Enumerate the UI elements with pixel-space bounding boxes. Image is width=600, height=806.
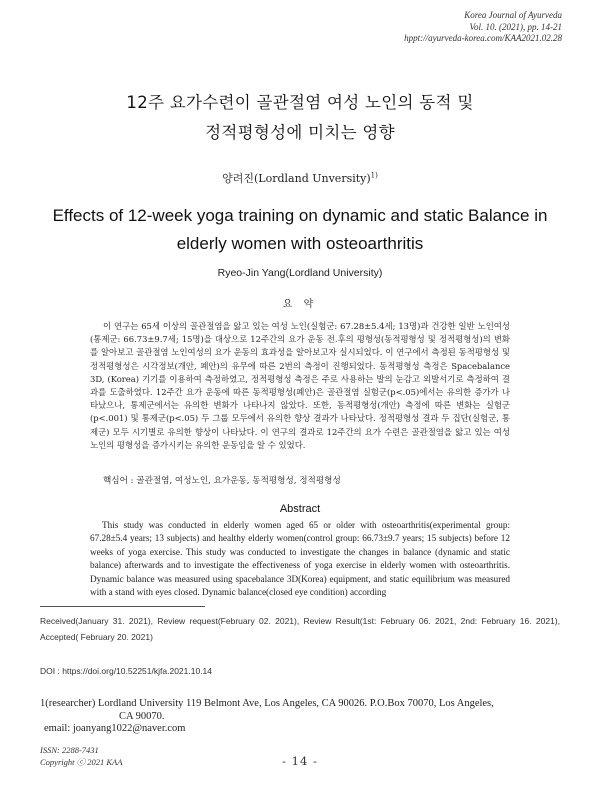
author-email[interactable]: email: joanyang1022@naver.com xyxy=(44,723,186,734)
journal-name: Korea Journal of Ayurveda xyxy=(464,10,562,20)
affiliation-line-1: 1(researcher) Lordland University 119 Belmont Ave, Los Angeles, CA 90026. P.O.Box 70070, Los Angeles, xyxy=(40,698,494,709)
journal-volume: Vol. 10. (2021), pp. 14-21 xyxy=(469,21,562,32)
author-affiliation xyxy=(40,697,565,723)
received-dates: Received(January 31. 2021), Review request(February 02. 2021), Review Result(1st: February 06. 2021, 2nd: February 16. 2021), Accepted( February 20. 2021) xyxy=(40,616,560,642)
issn: ISSN: 2288-7431 xyxy=(40,745,99,755)
journal-url[interactable]: hppt://ayurveda-korea.com/KAA2021.02.28 xyxy=(404,33,562,43)
page-number: - 14 - xyxy=(282,754,318,768)
doi-link[interactable]: DOI : https://doi.org/10.52251/kjfa.2021.10.14 xyxy=(40,666,213,676)
affiliation-line-2: CA 90070. xyxy=(119,711,165,722)
korean-title-line-1: 12주 요가수련이 골관절염 여성 노인의 동적 및 xyxy=(126,93,474,112)
english-abstract-heading: Abstract xyxy=(279,503,321,515)
journal-header xyxy=(262,10,562,45)
author-footnote-marker: 1) xyxy=(370,171,378,180)
english-title xyxy=(50,202,550,258)
korean-author xyxy=(0,170,600,186)
korean-keywords: 핵심어 : 골관절염, 여성노인, 요가운동, 동적평형성, 정적평형성 xyxy=(103,476,341,486)
korean-abstract xyxy=(90,320,510,452)
english-abstract: This study was conducted in elderly women aged 65 or older with osteoarthritis(experimental group: 67.28±5.4 years; 13 subjects) and healthy elderly women(control group: 66.73±9.7 years; 15 subjects) before 12 weeks of yoga exercise. This study was conducted to investigate the changes in balance (dynamic and static balance) afterwards and to investigate the effectiveness of yoga exercise in elderly women with osteoarthritis. Dynamic balance was measured using spacebalance 3D(Korea) equipment, and static equilibrium was measured with a stand with eyes closed. Dynamic balance(closed eye condition) according xyxy=(90,520,510,598)
copyright: Copyright ⓒ 2021 KAA xyxy=(40,757,123,767)
english-title-line-2: elderly women with osteoarthritis xyxy=(176,234,424,253)
korean-title xyxy=(40,88,560,148)
korean-abstract-part-1: 이 연구는 65세 이상의 골관절염을 앓고 있는 여성 노인(실험군: 67.28±5.4세; 13명)과 건강한 일반 노인여성(통제군: 66.73±9.7세; 15명)을 대상으로 12주간의 요가 운동 전.후의 평형성(동적평형성 및 정적평형성)의 변화를 알아보고 골관절염 노인여성의 요가 운동의 효과성을 알아보고자 실시되었다. 이 연구에서 측정된 동적평형성 및 정적평형성은 시각정보(개안, 폐안)의 유무에 따른 2번의 측정이 진행되었다. 동적평형성 측정은 Spacebalance 3D, (Korea) 기기를 이용하여 측정하였고, 정적평형성 측정은 주로 사용하는 발의 눈감고 외발서기로 측정하여 결과를 도출하였다. xyxy=(90,321,510,398)
korean-abstract-heading: 요 약 xyxy=(282,299,318,310)
english-title-line-1: Effects of 12-week yoga training on dynamic and static Balance in xyxy=(52,206,548,225)
footnote-divider xyxy=(40,606,205,607)
english-author: Ryeo-Jin Yang(Lordland University) xyxy=(217,267,383,279)
korean-author-name: 양려진(Lordland Unversity) xyxy=(222,172,371,185)
korean-title-line-2: 정적평형성에 미치는 영향 xyxy=(205,123,395,142)
korean-abstract-part-2: 12주간 요가 운동에 따른 동적평형성(폐안)은 골관절염 실험군(p<.05)에서는 유의한 증가가 나타났으나, 통제군에서는 유의한 변화가 나타나지 않았다. 또한, 동적평형성(개안) 측정에 따른 변화는 실험군(p<.001) 및 통제군(p<.05) 두 그룹 모두에서 유의한 향상 결과가 나타났다. 정적평형성 결과 두 집단(실험군, 통제군) 모두 시기별로 유의한 향상이 나타났다. 이 연구의 결과로 12주간의 요가 수련은 골관절염을 앓고 있는 여성 노인의 평형성을 증가시키는 유의한 운동임을 알 수 있었다. xyxy=(90,387,510,450)
